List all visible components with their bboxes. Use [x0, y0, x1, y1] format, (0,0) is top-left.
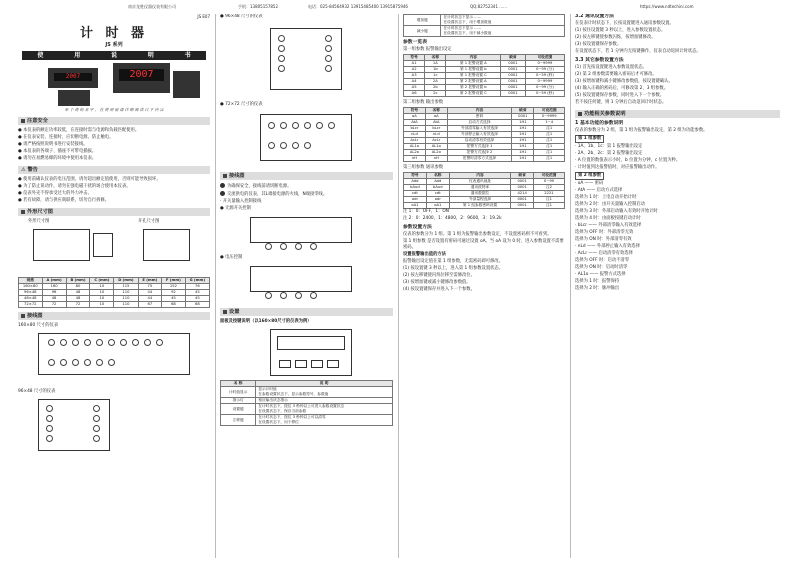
group1-item: · 计时值到达报警值时，对应报警输出动作。	[575, 165, 660, 170]
table-row: bLcr bLcr 外部清零输入有效选择 1H1 注1	[404, 126, 565, 132]
comm-method-title: 3.2 通讯设置方法	[575, 14, 614, 19]
contact-heading: · 开关量输入控制接线	[220, 199, 262, 204]
other-text: (1) 首先按设置键进入参数设置状态。	[575, 65, 647, 70]
set-key[interactable]	[279, 360, 291, 368]
column-3	[403, 14, 565, 558]
function-heading: 功能相关参数说明	[575, 110, 780, 118]
group2-item: 选择为 3 时：外部启动输入有效时开始计时	[575, 209, 658, 214]
group2-item: 选择为 ON 时：外部清零有效	[575, 237, 632, 242]
wiring-diagram-72x72	[220, 108, 393, 168]
warning-heading: ⚠ 警告	[18, 166, 210, 174]
sub-method-text: (4) 按设置键保存并进入下一个参数。	[403, 287, 475, 292]
table-row: AL1o AL1o 报警方式选择 1 1H1 注1	[404, 144, 565, 150]
table1-title: 第一组参数 报警输出设定	[403, 47, 452, 52]
table-row: bAud bAud 通讯波特率 0001 注2	[404, 185, 565, 191]
wiring-heading: 接线图	[18, 312, 210, 320]
wiring-diagram-160x80	[18, 329, 210, 389]
group1-item: · 1A、1b、1c：第 1 报警输出设定	[575, 144, 643, 149]
qq-number: QQ:82752341 ......	[470, 4, 507, 9]
sub-method-text: (1) 按设置键 3 秒以上，进入第 1 组参数设置状态。	[403, 266, 504, 271]
other-text: 若不按任何键，则 1 分钟后自动返回计时状态。	[575, 100, 667, 105]
panel-title: 面板及按键说明（以160×80尺寸的仪表为例）	[220, 319, 312, 324]
dimension-drawing: 外形尺寸图 开孔尺寸图	[18, 219, 210, 277]
param-table-2: 符号 名称 内容 缺省 可设范围 oA oA 密码 0001 0~9999 AtA AtA 启动方式选择 1H1 1~4 bLcr bLcr 外部清零输入有效选择 1H1 注1 nLd nLd 外部停止输入有效选择 1H1 注1 AcLr AcLr 启动清零有效选择 1H1 注1 AL1o AL1o 报警方式选择 1 1H1 注1 AL2o AL2o 报警方式选择 2 1H1 注1 nH nH 报警时清零方式选择 1H1 注1	[403, 107, 565, 162]
table-row: nH nH 报警时清零方式选择 1H1 注1	[404, 156, 565, 162]
table-row: A4 2A 第 2 报警设置 A 0001 0~9999	[404, 79, 565, 85]
table-row: AL2o AL2o 报警方式选择 2 1H1 注1	[404, 150, 565, 156]
other-text: (5) 按设置键保存参数，同时进入下一个参数。	[575, 93, 665, 98]
table-row: cdt cdt 通讯数据位 4214 2221	[404, 191, 565, 197]
method-text: 在设置状态下，若 1 分钟内无按键操作，仪表自动返回计时状态。	[575, 49, 701, 54]
warning-icon: ⚠	[21, 167, 26, 173]
table2-title: 第二组参数 输出参数	[403, 100, 444, 105]
wiring-diagram-96x48-b	[220, 20, 393, 102]
column-2	[220, 14, 393, 558]
warning-item: ● 若有故障，请与供应商联系，切勿自行拆修。	[18, 198, 110, 203]
group2-item: · bLcr —— 外部清零输入有效选择	[575, 223, 642, 228]
table-row: 设置键 在计时状态下，按住 3 秒钟以上可进入参数设置状态 在设置状态下，保存当前参数	[221, 404, 393, 415]
caption-note: 单 个 使 的 名 字 ， 在 使 用 前 请 详 细 阅 读 以 下 内 容	[64, 107, 164, 112]
param-list-title: 参数一览表	[403, 40, 427, 45]
table-row: A1 1A 第 1 报警设置 A 0001 0~9999	[404, 61, 565, 67]
other-method-title: 3.3 其它参数设置方法	[575, 58, 624, 63]
other-text: (3) 按增加键和减小键修改参数值，按设置键确认。	[575, 79, 673, 84]
safety-item: ● 请勿在易燃易爆的环境中使用本仪表。	[18, 156, 97, 161]
series-name: JS 系列	[105, 42, 123, 48]
document-title: 计 时 器	[79, 26, 149, 41]
table-row: AcLr AcLr 启动清零有效选择 1H1 注1	[404, 138, 565, 144]
warning-item: ● 为了防止误动作，请勿在强电磁干扰的场合使用本仪表。	[18, 184, 131, 189]
wiring-caption: ● 96×48 尺寸的仪表	[220, 14, 263, 19]
wiring-caption: ● 72×72 尺寸的仪表	[220, 102, 263, 107]
telephone: 电话：025-84564932 13915485400 13915875946	[308, 4, 408, 9]
table-row: odr odr 外部量程选择 0001 注1	[404, 197, 565, 203]
model-code: JS E07	[197, 14, 210, 19]
company-name: 南京龙胜仪器仪表有限公司	[128, 4, 176, 9]
group2-item: · AtA —— 启动方式选择	[575, 188, 623, 193]
wiring-note: 交流供电的仪表，其L端接电源的火线，N端接零线。	[220, 191, 393, 198]
table-row: A3 1c 第 1 报警设置 C 0001 0~59 (秒)	[404, 73, 565, 79]
column-divider	[215, 14, 216, 558]
table-row: oA1 oA1 第 1 组参数密码设置 0001 注1	[404, 203, 565, 209]
down-key[interactable]	[327, 360, 339, 368]
basic-intro: 仪表的参数分为 2 组，第 1 组为报警输出设定，第 2 组为功能参数。	[575, 128, 708, 133]
safety-item: ● 在仪表安装、连接时，应切断电源，防止触电。	[18, 135, 114, 140]
contact-item: ● 电压控制	[220, 255, 243, 260]
column-1	[18, 14, 210, 558]
table-row: A5 2b 第 2 报警设置 b 0001 0~99 (分)	[404, 85, 565, 91]
table3-title: 第三组参数 通讯参数	[403, 165, 444, 170]
group1-item: · A 位置的数值表示小时，b 位置为分钟，c 位置为秒。	[575, 158, 681, 163]
voltage-control-diagram	[220, 262, 393, 304]
table-row: 指示灯 相应输出状态指示	[221, 398, 393, 404]
group2-item: 选择为 1 时：报警保持	[575, 279, 620, 284]
group2-item: 选择为 2 时：由开关量输入控制启动	[575, 202, 645, 207]
product-images	[18, 63, 210, 107]
sub-method-title: 设置报警输出值的方法	[403, 252, 446, 257]
safety-item: ● 本仪表的额定功率较低，在连接时需与电源和负载匹配使用。	[18, 128, 140, 133]
contact-item: ● 无源开关控制	[220, 206, 251, 211]
method-text: (2) 按左移键使参数闪烁，按增加键修改。	[575, 35, 656, 40]
basic-function-title: 1 基本功能的参数说明	[575, 121, 624, 126]
warning-item: ● 使用前确认仪表的电压范围，请勿超出额定值使用，否则可能导致损坏。	[18, 177, 161, 182]
safety-heading: 注意安全	[18, 117, 210, 125]
table-row: 计时值显示 显示计时值 在参数设置状态下，显示参数符号、参数值	[221, 387, 393, 398]
product-image-timer: 2007	[48, 68, 98, 88]
sub-method-text: (2) 按左移键使闪烁位移至需修改位。	[403, 273, 475, 278]
sub-method-text: (3) 按增加键或减小键修改参数值。	[403, 280, 471, 285]
param-method-title: 参数设置方法	[403, 225, 432, 230]
param-method-text: 第 1 组参数 是否设置有密码可通过设置 oA。当 oA 设为 0 时，进入参数设置不需要密码。	[403, 239, 564, 250]
warning-item: ● 仪表外壳不得承受过大的外力冲击。	[18, 191, 92, 196]
table-row: oA oA 密码 0001 0~9999	[404, 114, 565, 120]
group2-item: 选择为 1 时：上电自动开始计时	[575, 195, 637, 200]
table-row: A2 1b 第 1 报警设置 b 0001 0~99 (分)	[404, 67, 565, 73]
settings-heading: 设置	[220, 308, 393, 316]
table-row: 增加键 在计时状态下显示 ...... 在设置状态下，用于增加数值	[404, 15, 565, 26]
product-image-timer-large: 2007	[113, 63, 170, 93]
wiring-caption: 96×48 尺寸的仪表	[18, 389, 56, 394]
group1-tag: 第 1 组参数	[575, 135, 604, 143]
shift-key[interactable]	[295, 360, 307, 368]
safety-item: ● 请严格按照说明书进行安装接线。	[18, 142, 88, 147]
param-method-text: 仪表的参数分为 1 组。第 1 组为报警输出参数设定，不设置密码则不可看到。	[403, 232, 552, 237]
group2-item: 选择为 OFF 时：外部清零无效	[575, 230, 634, 235]
method-text: (3) 按设置键保存参数。	[575, 42, 622, 47]
other-text: (2) 第 2 组参数需要输入密码后才可修改。	[575, 72, 657, 77]
other-text: (4) 输入正确的密码后，可修改第 2、3 组参数。	[575, 86, 668, 91]
info-icon	[220, 191, 225, 196]
table-row: 左移键 在计时状态下，按住 3 秒钟以上可以清零 在设置状态下，用于移位	[221, 415, 393, 426]
key-table-continued	[403, 14, 565, 37]
table-note: 注 1：0：OFF，1：ON	[403, 209, 449, 214]
group2-item: 选择为 2 时：脉冲输出	[575, 286, 620, 291]
param-table-1: 符号 名称 内容 缺省 可设范围 A1 1A 第 1 报警设置 A 0001 0~9999 A2 1b 第 1 报警设置 b 0001 0~99 (分) A3 1c 第 1 报警设置 C 0001 0~59 (秒) A4 2A 第 2 报警设置 A 0001 0~9999 A5 2b 第 2 报警设置 b 0001 0~99 (分) A6 2c 第 2 报警设置 C 0001 0~59 (秒)	[403, 54, 565, 97]
passive-switch-diagram	[220, 213, 393, 255]
group2-item: · AL1o —— 报警方式选择	[575, 272, 626, 277]
table-row: 减小键 在计时状态下显示 ...... 在设置状态下，用于减小数值	[404, 26, 565, 37]
wiring-diagram-96x48	[18, 395, 210, 455]
method-text: (1) 按住设置键 3 秒以上，进入参数设置状态。	[575, 28, 666, 33]
info-icon	[220, 183, 225, 188]
up-key[interactable]	[311, 360, 323, 368]
table-row: 48×48 48 48 10 110 44 45 45	[19, 296, 210, 302]
table-row: Add Add 仪表通讯地址 0001 0~99	[404, 179, 565, 185]
header-bar	[0, 0, 793, 14]
wiring-caption: 160×80 尺寸的仪表	[18, 323, 59, 328]
website[interactable]: https://www.ndtechini.com	[640, 4, 694, 9]
dimension-heading: 外形尺寸图	[18, 208, 210, 216]
sub-method-text: 报警输出设定值在第 1 组参数，无需密码即可修改。	[403, 259, 503, 264]
manual-banner: 使 用 说 明 书	[22, 51, 206, 60]
safety-item: ● 本仪表的各端子、插座不可带电插拔。	[18, 149, 97, 154]
group2-item: 选择为 ON 时：启动时清零	[575, 265, 628, 270]
group2-item: · oA —— 密码	[575, 181, 604, 186]
product-image-timer-square	[173, 71, 200, 98]
table-note: 注 2：0：2400，1：4800，2：9600，3：19.2k	[403, 216, 502, 221]
group2-item: 选择为 OFF 时：启动不清零	[575, 258, 630, 263]
param-table-3: 符号 名称 内容 缺省 可设范围 Add Add 仪表通讯地址 0001 0~99 bAud bAud 通讯波特率 0001 注2 cdt cdt 通讯数据位 4214 2221 odr odr 外部量程选择 0001 注1 oA1 oA1 第 1 组参数密码设置 0001 注1	[403, 172, 565, 209]
group1-item: · 2A、2b、2c：第 2 报警输出设定	[575, 151, 643, 156]
column-divider	[398, 14, 399, 558]
table-row: nLd nLd 外部停止输入有效选择 1H1 注1	[404, 132, 565, 138]
group2-tag: 第 2 组参数	[575, 172, 604, 180]
table-row: AtA AtA 启动方式选择 1H1 1~4	[404, 120, 565, 126]
column-divider	[570, 14, 571, 558]
table-row: A6 2c 第 2 报警设置 C 0001 0~59 (秒)	[404, 91, 565, 97]
column-4	[575, 14, 780, 558]
cutout-drawing	[143, 229, 190, 261]
front-view-drawing	[33, 229, 90, 261]
table-row: 96×48 96 48 10 110 44 92 45	[19, 290, 210, 296]
panel-key-table: 名 称 说 明 计时值显示 显示计时值 在参数设置状态下，显示参数符号、参数值 指示灯 相应输出状态指示 设置键 在计时状态下，按住 3 秒钟以上可进入参数设置状态 在设置状态下，保存当前参数 左移键 在计时状态下，按住 3 秒钟以上可以清零 在设置状态下，用于移位	[220, 380, 393, 426]
group2-item: 选择为 4 时：由面板按键启动计时	[575, 216, 641, 221]
method-text: 在仪表计时状态下，长按设置键进入通讯参数设置。	[575, 21, 674, 26]
group2-item: · AcLr —— 启动清零有效选择	[575, 251, 633, 256]
group2-item: · nLd —— 外部停止输入有效选择	[575, 244, 640, 249]
dimension-table: 规格 A (mm) B (mm) C (mm) D (mm) E (mm) F (mm) G (mm) 160×80 160 80 10 115 75 152 76 96×48 96 48 10 110 44 92 45 48×48 48 48 10 110 44 45 45 72×72 72 72 10 110 67 68 68	[18, 277, 210, 308]
table-row: 72×72 72 72 10 110 67 68 68	[19, 302, 210, 308]
wiring-note: 为确保安全，接线前请切断电源。	[220, 183, 393, 190]
side-view-drawing	[93, 233, 113, 257]
table-row: 160×80 160 80 10 115 75 152 76	[19, 284, 210, 290]
product-image-timer-small	[58, 90, 90, 106]
panel-drawing	[220, 326, 393, 380]
wiring-section-heading: 接线图	[220, 172, 393, 180]
mobile-phone: 手机：13805157852	[238, 4, 278, 9]
